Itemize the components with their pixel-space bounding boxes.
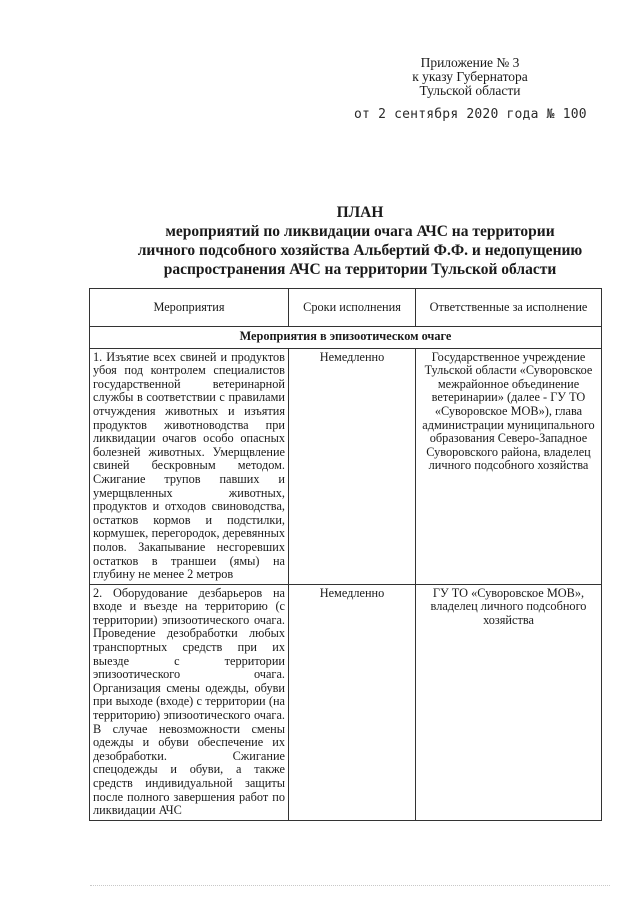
table-row <box>90 584 602 820</box>
section-row <box>90 327 602 349</box>
activity-cell: 1. Изъятие всех свиней и продуктов убоя под контролем специалистов государственной ветеринарной службы в соответствии с правилами отчуждения животных и изъятия продуктов животноводства при ликвидации очагов особо опасных болезней животных. Умерщвление свиней бескровным методом. Сжигание трупов павших и умерщвленных животных, продуктов и отходов свиноводства, остатков кормов и подстилки, кормушек, перегородок, деревянных полов. Закапывание несгоревших остатков в траншеи (ямы) на глубину не менее 2 метров <box>90 348 289 584</box>
responsible-cell: ГУ ТО «Суворовское МОВ», владелец личного подсобного хозяйства <box>416 584 602 820</box>
appendix-decree-ref: к указу Губернатора <box>412 69 528 84</box>
table-row <box>90 348 602 584</box>
appendix-region: Тульской области <box>419 83 521 98</box>
decree-date-number: от 2 сентября 2020 года № 100 <box>354 107 587 122</box>
plan-table <box>89 288 602 821</box>
section-title: Мероприятия в эпизоотическом очаге <box>90 327 602 349</box>
activity-cell: 2. Оборудование дезбарьеров на входе и въезде на территорию (с территории) эпизоотического очага. Проведение дезобработки любых транспортных средств при их выезде с территории эпизоотического очага. Организация смены одежды, обуви при выходе (входе) с территории (на территорию) эпизоотического очага. В случае невозможности смены одежды и обуви обеспечение их дезобработки. Сжигание спецодежды и обуви, а также средств индивидуальной защиты после полного завершения работ по ликвидации АЧС <box>90 584 289 820</box>
header-deadline: Сроки исполнения <box>289 289 416 327</box>
scan-artifact-line <box>90 885 610 888</box>
title-line-3: распространения АЧС на территории Тульской области <box>163 261 557 278</box>
title-line-1: мероприятий по ликвидации очага АЧС на территории <box>165 223 555 240</box>
title-line-2: личного подсобного хозяйства Альбертий Ф.Ф. и недопущению <box>137 242 583 259</box>
title-heading: ПЛАН <box>336 204 384 221</box>
appendix-block <box>360 56 580 98</box>
responsible-cell: Государственное учреждение Тульской области «Суворовское межрайонное объединение ветеринарии» (далее - ГУ ТО «Суворовское МОВ»), глава администрации муниципального образования Северо-Западное Суворовского района, владелец личного подсобного хозяйства <box>416 348 602 584</box>
deadline-cell: Немедленно <box>289 584 416 820</box>
table-header-row <box>90 289 602 327</box>
document-title <box>90 203 630 279</box>
deadline-cell: Немедленно <box>289 348 416 584</box>
appendix-number: Приложение № 3 <box>420 55 520 70</box>
header-activities: Мероприятия <box>90 289 289 327</box>
header-responsible: Ответственные за исполнение <box>416 289 602 327</box>
